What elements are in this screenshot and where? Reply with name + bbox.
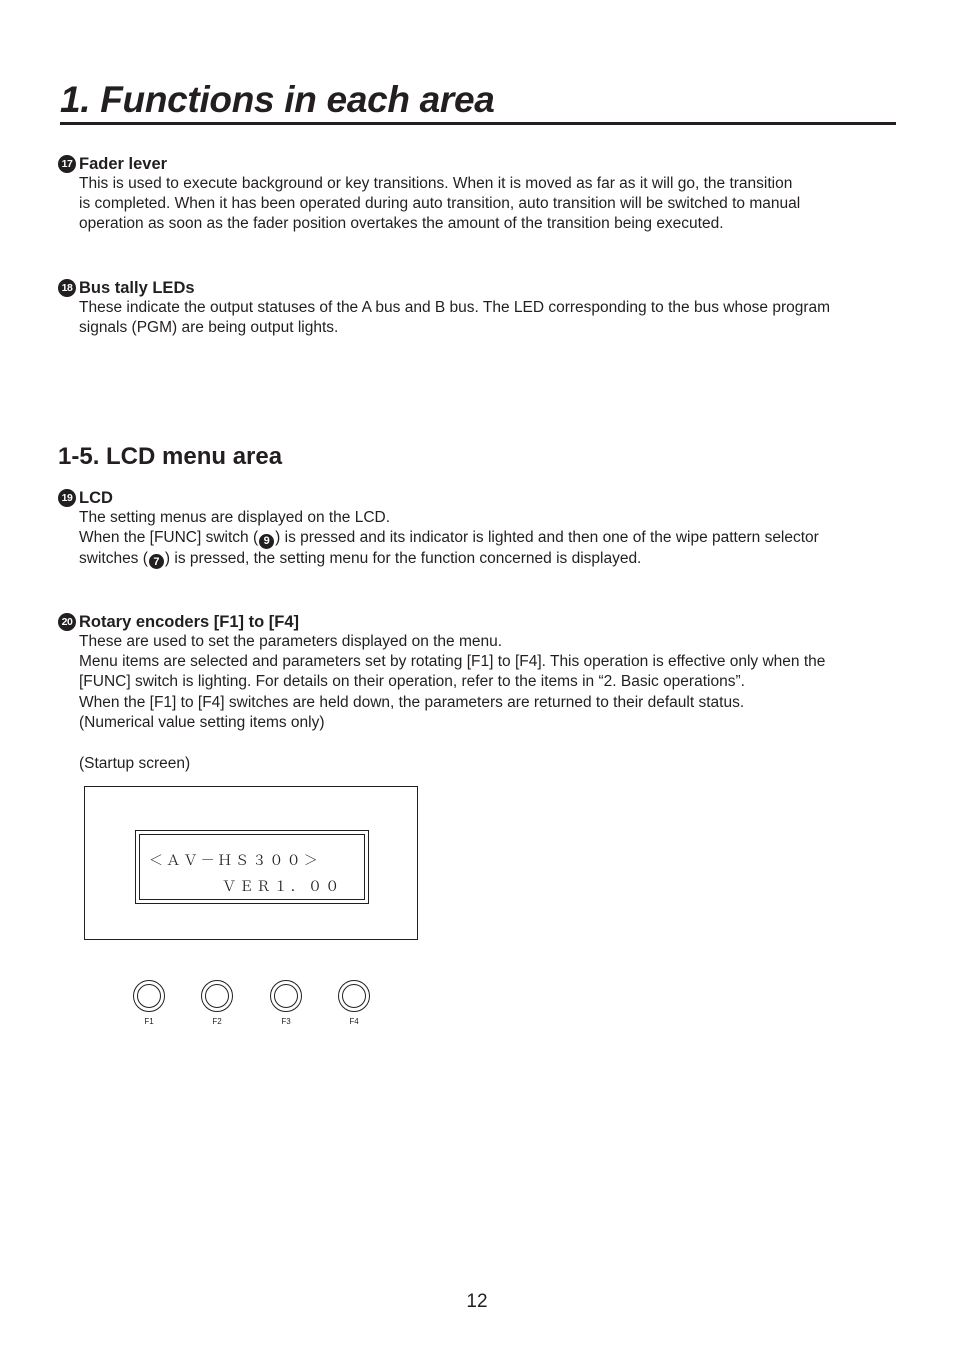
item-heading <box>58 154 894 174</box>
knob-icon <box>201 980 233 1012</box>
body-text: ) is pressed, the setting menu for the function concerned is displayed. <box>164 549 642 567</box>
page-title: 1. Functions in each area <box>60 78 896 125</box>
item-heading-text: Fader lever <box>79 154 168 173</box>
body-text: switches ( <box>79 549 148 567</box>
body-text: When the [FUNC] switch ( <box>79 529 259 547</box>
page-number: 12 <box>466 1291 488 1312</box>
body-line: These are used to set the parameters displayed on the menu. <box>79 633 503 650</box>
item-rotary-encoders <box>58 612 894 733</box>
item-fader-lever <box>58 154 894 235</box>
reference-badge: 7 <box>149 554 164 569</box>
lcd-panel-illustration <box>84 786 418 940</box>
knob-icon <box>270 980 302 1012</box>
encoder-f2 <box>198 980 236 1027</box>
lcd-screen-inner <box>139 834 365 900</box>
item-heading <box>58 488 894 508</box>
encoder-f1 <box>130 980 168 1027</box>
body-line: The setting menus are displayed on the LCD. <box>79 509 391 526</box>
item-number-badge: 17 <box>58 155 76 173</box>
lcd-text-line-2: ＶＥＲ１．００ <box>222 879 343 895</box>
item-heading-text: Rotary encoders [F1] to [F4] <box>79 612 300 631</box>
encoder-f4 <box>335 980 373 1027</box>
rotary-encoders-illustration <box>130 980 380 1036</box>
item-bus-tally-leds <box>58 278 894 338</box>
item-heading-text: Bus tally LEDs <box>79 278 195 297</box>
item-number-badge: 18 <box>58 279 76 297</box>
reference-badge: 9 <box>259 534 274 549</box>
item-body <box>79 174 894 235</box>
body-line: signals (PGM) are being output lights. <box>79 319 339 337</box>
encoder-label: F3 <box>281 1017 291 1026</box>
body-line <box>79 549 894 570</box>
figure-caption: (Startup screen) <box>79 755 191 772</box>
body-text: ) is pressed and its indicator is lighted and then one of the wipe pattern selector <box>275 529 819 547</box>
body-line: [FUNC] switch is lighting. For details on their operation, refer to the items in “2. Basic operations”. <box>79 673 745 691</box>
body-line: These indicate the output statuses of the A bus and B bus. The LED corresponding to the bus whose program <box>79 299 831 316</box>
encoder-label: F4 <box>349 1017 359 1026</box>
lcd-screen <box>135 830 369 904</box>
encoder-label: F1 <box>144 1017 154 1026</box>
body-line: is completed. When it has been operated during auto transition, auto transition will be switched to manual <box>79 195 801 213</box>
item-heading <box>58 612 894 632</box>
encoder-label: F2 <box>212 1017 222 1026</box>
knob-icon <box>338 980 370 1012</box>
item-lcd <box>58 488 894 569</box>
body-line: operation as soon as the fader position overtakes the amount of the transition being executed. <box>79 215 724 233</box>
body-line: (Numerical value setting items only) <box>79 713 325 731</box>
body-line: Menu items are selected and parameters set by rotating [F1] to [F4]. This operation is effective only when the <box>79 653 826 671</box>
item-number-badge: 20 <box>58 613 76 631</box>
item-heading-text: LCD <box>79 488 113 507</box>
knob-icon <box>133 980 165 1012</box>
item-heading <box>58 278 894 298</box>
body-line: This is used to execute background or key transitions. When it is moved as far as it will go, the transition <box>79 175 793 192</box>
body-line <box>79 528 894 549</box>
section-title: 1-5. LCD menu area <box>58 443 283 470</box>
body-line: When the [F1] to [F4] switches are held down, the parameters are returned to their default status. <box>79 693 745 711</box>
lcd-text-line-1: ＜ＡＶ－ＨＳ３００＞ <box>149 853 321 869</box>
item-number-badge: 19 <box>58 489 76 507</box>
item-body <box>79 298 894 338</box>
encoder-f3 <box>267 980 305 1027</box>
item-body <box>79 632 894 733</box>
item-body <box>79 508 894 569</box>
